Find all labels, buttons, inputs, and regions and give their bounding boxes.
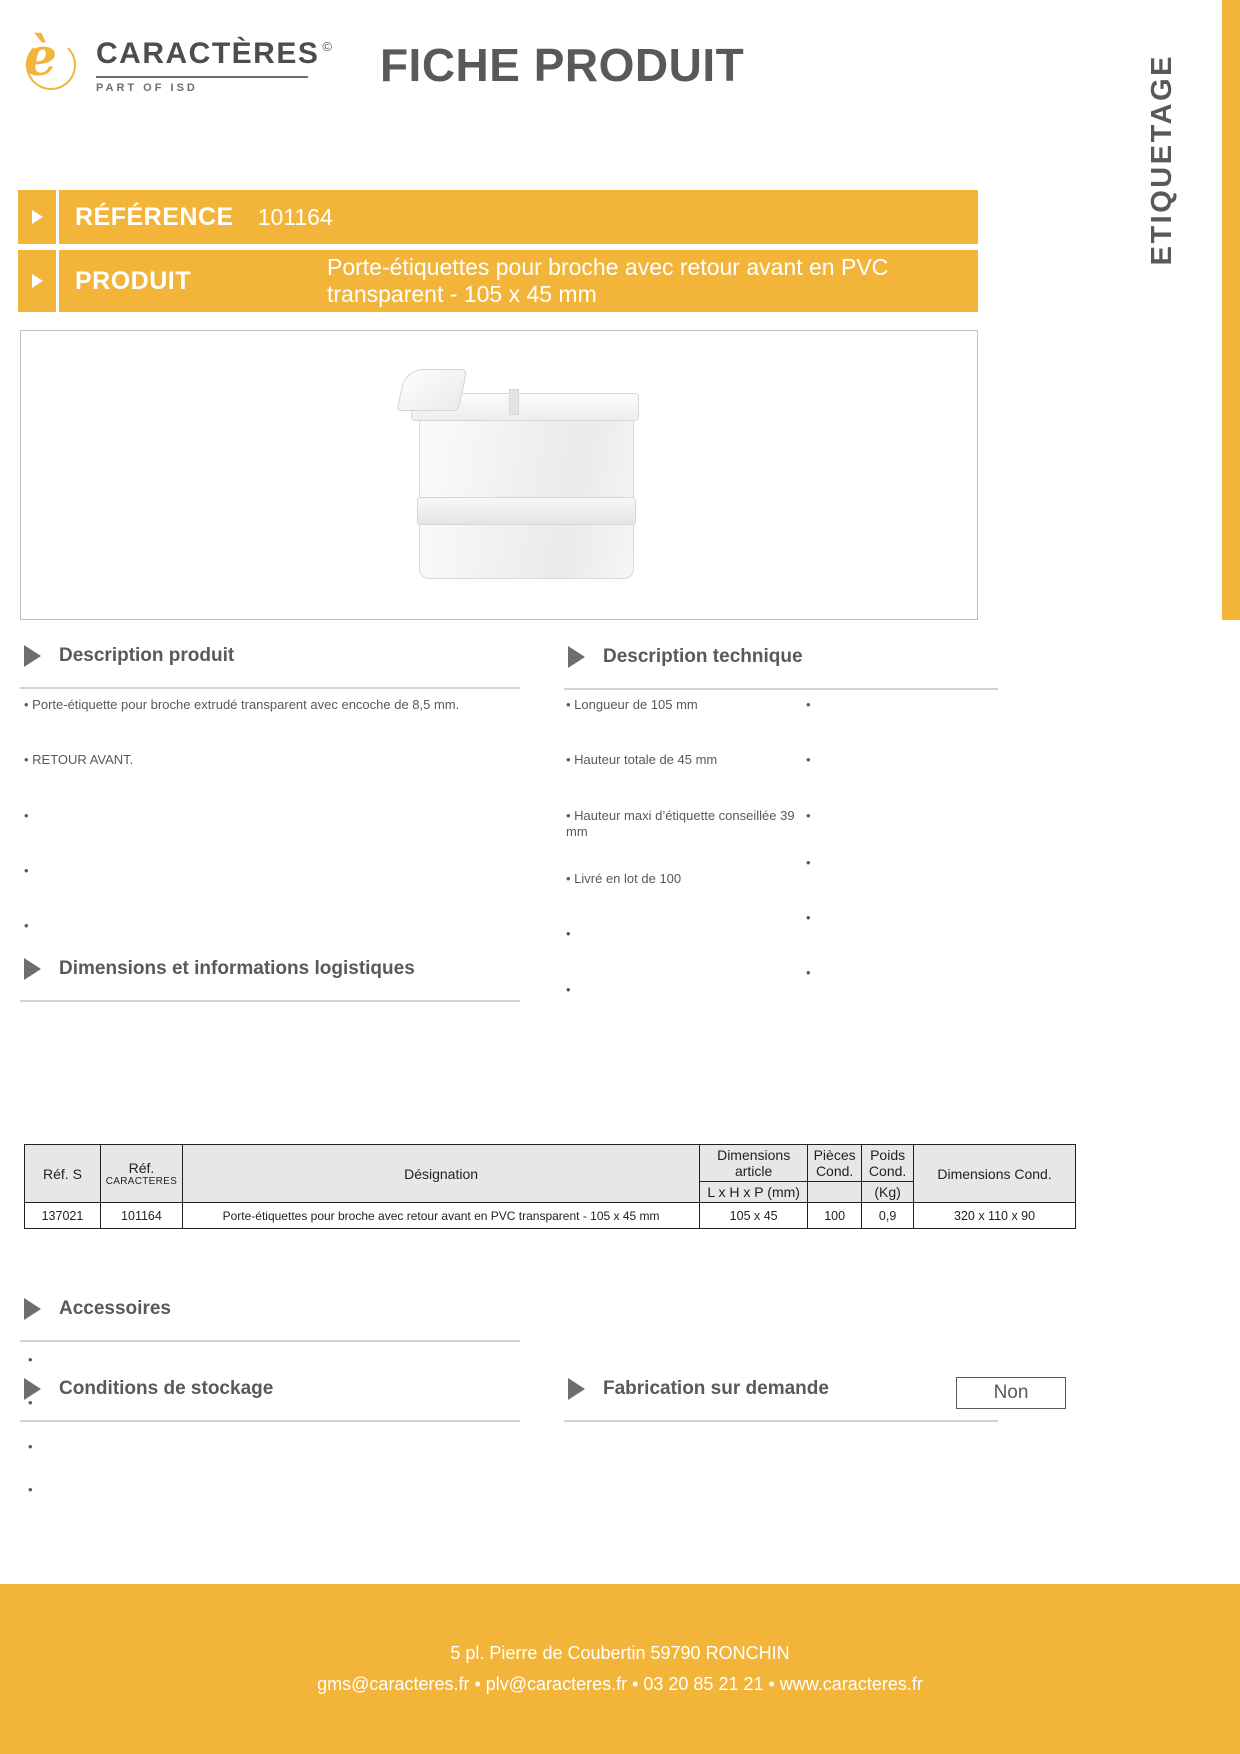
section-fabrication-head (568, 1378, 829, 1400)
wordmark-divider (96, 76, 308, 78)
product-arrow-icon (18, 250, 56, 312)
col-ref-s: Réf. S (25, 1145, 101, 1203)
subcol-dimensions-article-unit: L x H x P (mm) (700, 1182, 808, 1203)
reference-arrow-icon (18, 190, 56, 244)
list-item: • (806, 807, 811, 823)
section-arrow-icon (24, 1378, 41, 1400)
description-produit-list (24, 697, 524, 973)
list-item: • (806, 854, 811, 870)
list-item: • (24, 918, 29, 933)
logo-e-icon (18, 27, 82, 100)
section-accessoires-header (24, 1298, 171, 1320)
category-tab-text: ETIQUETAGE (1145, 54, 1178, 266)
label-holder-body (419, 409, 634, 579)
subcol-pieces-cond-unit (808, 1182, 862, 1203)
list-item: • Longueur de 105 mm (566, 697, 698, 712)
section-title: Dimensions et informations logistiques (59, 958, 415, 979)
list-item: • (806, 752, 811, 768)
page-footer (0, 1584, 1240, 1754)
list-item: • (806, 910, 811, 925)
reference-value: 101164 (257, 203, 333, 230)
logo-letter: è (24, 27, 58, 88)
section-description-technique-head (568, 646, 803, 668)
cell-designation: Porte-étiquettes pour broche avec retour avant en PVC transparent - 105 x 45 mm (182, 1203, 699, 1229)
col-pieces-cond-line2: Cond. (815, 1163, 854, 1179)
section-arrow-icon (24, 645, 41, 667)
page-header (0, 0, 1110, 130)
category-tab-label (1102, 0, 1222, 320)
cell-ref-caracteres: 101164 (100, 1203, 182, 1229)
product-image-frame (20, 330, 978, 620)
reference-label: RÉFÉRENCE (75, 202, 234, 231)
list-item: • (806, 697, 811, 712)
label-holder-hook (397, 369, 468, 411)
list-item: • (24, 862, 29, 878)
section-divider (564, 688, 998, 690)
reference-bar (18, 190, 978, 244)
footer-address: 5 pl. Pierre de Coubertin 59790 RONCHIN (450, 1642, 790, 1663)
label-holder-notch (509, 389, 519, 415)
list-item: • Hauteur maxi d’étiquette conseillée 39 mm (566, 807, 795, 839)
col-ref-caracteres (100, 1145, 182, 1203)
description-technique-list (566, 697, 811, 1037)
cell-pieces-cond: 100 (808, 1203, 862, 1229)
category-tab-bar (1222, 0, 1240, 620)
list-item: • (28, 1481, 33, 1497)
list-item: • (28, 1395, 33, 1411)
logistics-table (24, 1144, 1076, 1229)
section-arrow-icon (24, 1298, 41, 1320)
section-title: Fabrication sur demande (603, 1378, 829, 1399)
cell-dimensions-cond: 320 x 110 x 90 (914, 1203, 1076, 1229)
section-divider (564, 1420, 998, 1422)
cell-ref-s: 137021 (25, 1203, 101, 1229)
brand-tagline: PART OF ISD (96, 81, 198, 94)
brand-wordmark (96, 37, 332, 94)
brand-logo (18, 27, 332, 100)
section-divider (20, 1420, 520, 1422)
list-item: • (28, 1352, 33, 1367)
list-item: • (24, 807, 29, 823)
col-ref-caracteres-line2: CARACTERES (105, 1176, 178, 1187)
section-conditions-stockage-head (24, 1378, 273, 1400)
section-title: Conditions de stockage (59, 1378, 274, 1399)
section-arrow-icon (568, 646, 585, 668)
section-title: Description produit (59, 645, 235, 666)
product-label: PRODUIT (75, 266, 191, 295)
table-row (25, 1203, 1076, 1229)
section-divider (20, 687, 520, 689)
section-arrow-icon (568, 1378, 585, 1400)
description-technique-second-column (806, 697, 986, 1021)
list-item: • RETOUR AVANT. (24, 752, 134, 768)
col-designation: Désignation (182, 1145, 699, 1203)
table-header-row (25, 1145, 1076, 1182)
list-item: • Hauteur totale de 45 mm (566, 752, 718, 768)
copyright-symbol: © (322, 38, 332, 54)
section-dimensions-logistiques-head (24, 958, 415, 980)
col-pieces-cond (808, 1145, 862, 1182)
col-poids-cond-line2: Cond. (868, 1163, 907, 1179)
cell-dimensions-article: 105 x 45 (700, 1203, 808, 1229)
col-poids-cond (862, 1145, 914, 1182)
col-dimensions-article-line1: Dimensions (717, 1147, 791, 1163)
subcol-poids-cond-unit: (Kg) (862, 1182, 914, 1203)
list-item: • Porte-étiquette pour broche extrudé transparent avec encoche de 8,5 mm. (24, 697, 460, 712)
list-item: • (28, 1438, 33, 1454)
footer-contact: gms@caracteres.fr • plv@caracteres.fr • 03 20 85 21 21 • www.caracteres.fr (317, 1674, 923, 1694)
col-poids-cond-line1: Poids (870, 1147, 906, 1163)
list-item: • (566, 981, 571, 997)
section-title: Description technique (603, 646, 803, 667)
section-title: Accessoires (59, 1298, 171, 1319)
list-item: • Livré en lot de 100 (566, 871, 682, 886)
section-divider (20, 1000, 520, 1002)
product-photo (401, 359, 651, 589)
list-item: • (566, 926, 571, 942)
label-holder-bottom-rail (417, 497, 636, 525)
col-ref-caracteres-line1: Réf. (128, 1160, 155, 1176)
list-item: • (806, 965, 811, 981)
product-bar (18, 250, 978, 312)
section-divider (20, 1340, 520, 1342)
section-arrow-icon (24, 958, 41, 980)
col-dimensions-article-line2: article (734, 1163, 773, 1179)
accessoires-list (28, 1352, 508, 1498)
section-description-produit-head (24, 645, 234, 667)
cell-poids-cond: 0,9 (862, 1203, 914, 1229)
col-dimensions-article (700, 1145, 808, 1182)
page-title: FICHE PRODUIT (379, 39, 745, 91)
product-value: Porte-étiquettes pour broche avec retour avant en PVC transparent - 105 x 45 mm (327, 253, 889, 307)
brand-name: CARACTÈRES (96, 36, 320, 70)
col-pieces-cond-line1: Pièces (813, 1147, 856, 1163)
fabrication-sur-demande-value: Non (956, 1377, 1066, 1409)
col-dimensions-cond: Dimensions Cond. (914, 1145, 1076, 1203)
